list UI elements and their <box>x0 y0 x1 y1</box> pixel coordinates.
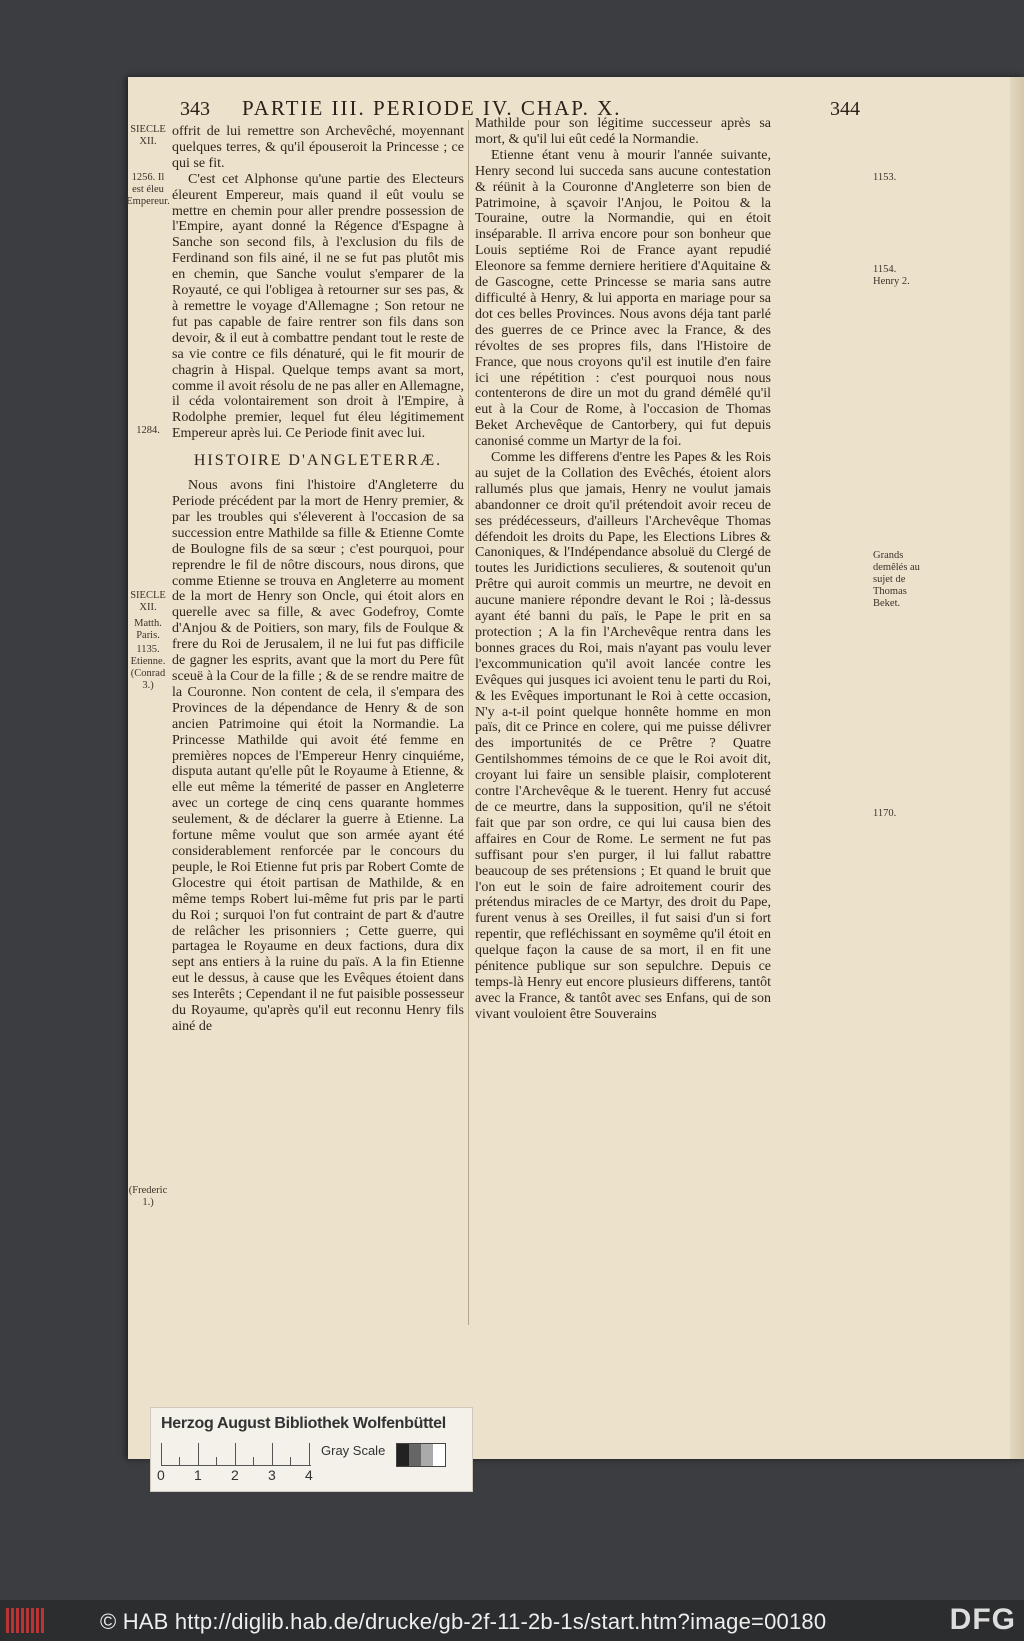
section-heading: HISTOIRE D'ANGLETERRÆ. <box>193 452 443 470</box>
scale-number: 4 <box>305 1467 313 1483</box>
margin-note-siecle-1: SIECLE XII. <box>130 124 166 147</box>
left-paragraph-1: offrit de lui remettre son Archevêché, moyennant quelques terres, & qu'il épouseroit la Princesse ; ce qui se fit. <box>172 124 464 171</box>
viewer-footer <box>0 1600 1024 1641</box>
margin-note-1256: 1256. Il est éleu Empereur. <box>126 172 170 207</box>
margin-note-siecle-2: SIECLE XII. <box>130 590 166 613</box>
source-url[interactable]: © HAB http://diglib.hab.de/drucke/gb-2f-11-2b-1s/start.htm?image=00180 <box>100 1609 827 1634</box>
page-edge <box>1010 77 1024 1459</box>
page-number-right: 344 <box>830 98 860 120</box>
left-paragraph-2: C'est cet Alphonse qu'une partie des Electeurs éleurent Empereur, mais quand il eût voulu se mettre en chemin pour aller prendre possession de l'Empire, ayant donné la Régence d'Espagne à Sanche son second fils, à l'exclusion du fils de Ferdinand son fils ainé, il ne se fut pas plutôt mis en chemin, que Sanche voulut s'emparer de la Royauté, ce qui l'obligea à retourner sur ses pas, & à remettre le voyage d'Allemagne ; Son retour ne fut pas capable de faire rentrer son fils dans son devoir, & il eut à combattre pendant tout le reste de sa vie contre ce fils dénaturé, qui le fit mourir de chagrin à Hispal. Quelque temps avant sa mort, comme il avoit résolu de ne pas aller en Allemagne, il céda volontairement son droit à l'Empire, à Rodolphe premier, lequel fut éleu légitimement Empereur après lui. Ce Periode finit avec lui. <box>172 171 464 442</box>
margin-note-1154: 1154. Henry 2. <box>873 264 910 287</box>
column-divider <box>468 120 469 1325</box>
scale-number: 1 <box>194 1467 202 1483</box>
dfg-logo: DFG <box>949 1603 1016 1636</box>
margin-note-1170: 1170. <box>873 808 897 819</box>
left-paragraph-3: Nous avons fini l'histoire d'Angleterre du Periode précédent par la mort de Henry premier, & par les troubles qui s'éleverent à l'occasion de sa succession entre Mathilde sa fille & Etienne Comte de Boulogne fils de sa sœur ; c'est pourquoi, pour reprendre le fil de nôtre discours, nous dirons, que comme Etienne se trouva en Angleterre au moment de la mort de Henry son Oncle, qui étoit alors en querelle avec sa fille, & avec Godefroy, Comte d'Anjou & de Poitiers, son mary, fils de Foulque & frere du Roi de Jerusalem, il ne lui fut pas difficile de gagner les esprits, avant que la mort du Pere fût sceuë à la Cour de la fille ; & de se rendre maitre de la Couronne. Non content de cela, il s'empara des Provinces de la dépendance de Henry & de son ancien Patrimoine qui étoit la Normandie. La Princesse Mathilde qui avoit été femme en premières nopces de l'Empereur Henry cinquiéme, disputa autant qu'elle pût le Royaume à Etienne, & elle eut même la témerité de passer en Angleterre avec un cortege de cinq cens quarante hommes seulement, & de déclarer la guerre à Etienne. La fortune même voulut que son armée ayant été considerablement renforcée par le concours du peuple, le Roi Etienne fut pris par Robert Comte de Glocestre qui étoit partisan de Mathilde, & en même temps Robert lui-même fut pris par le parti du Roi ; surquoi l'on fut contraint de part & d'autre de relâcher les prisonniers ; Cette guerre, qui partagea le Royaume en deux factions, dura dix sept ans entiers à la ruine du païs. A la fin Etienne eut le dessus, à cause que les Evêques étoient dans ses Interêts ; Cependant il ne fut paisible possesseur du Royaume, qu'après qu'il eut reconnu Henry fils ainé de <box>172 478 464 1034</box>
scale-number: 3 <box>268 1467 276 1483</box>
scale-ruler <box>161 1443 311 1466</box>
margin-note-beket: Grands demêlés au sujet de Thomas Beket. <box>873 550 920 609</box>
gray-scale-label: Gray Scale <box>321 1443 386 1458</box>
library-name: Herzog August Bibliothek Wolfenbüttel <box>161 1415 446 1432</box>
left-text-column <box>172 124 464 1035</box>
margin-note-matth-paris: Matth. Paris. <box>134 618 162 641</box>
right-paragraph-2: Etienne étant venu à mourir l'année suivante, Henry second lui succeda sans aucune contestation & réünit à la Couronne d'Angleterre son bien de Patrimoine, à sçavoir l'Anjou, le Poitou & la Touraine, outre la Normandie, qui en étoit inséparable. Il arriva encore pour son bonheur que Louis septiéme Roi de France ayant repudié Eleonore sa femme derniere heritiere d'Aquitaine & de Gascogne, cette Princesse se maria sans autre difficulté à Henry, & lui apporta en mariage pour sa dot ces belles Provinces. Nous avons déja tant parlé des guerres de ce Prince avec la France, & des révoltes de ses propres fils, dans l'Histoire de France, que nous croyons qu'il est inutile d'en faire ici une répétition : c'est pourquoi nous nous contenterons de dire un mot du grand démêlé qu'il eut à la Cour de Rome, à l'occasion de Thomas Beket Archevêque de Cantorbery, qui fut depuis canonisé comme un Martyr de la foi. <box>475 147 771 450</box>
scale-number: 0 <box>157 1467 165 1483</box>
scale-number: 2 <box>231 1467 239 1483</box>
page-number-left: 343 <box>180 98 210 120</box>
margin-note-1153: 1153. <box>873 172 897 183</box>
margin-note-1284: 1284. <box>136 425 160 436</box>
gray-scale-swatches <box>396 1443 446 1467</box>
right-text-column <box>475 116 771 1023</box>
margin-note-1135: 1135. Etienne. (Conrad 3.) <box>130 644 166 691</box>
hab-logo-icon <box>6 1608 44 1633</box>
right-paragraph-3: Comme les differens d'entre les Papes & les Rois au sujet de la Collation des Evêchés, étoient alors rallumés plus que jamais, Henry ne voulut jamais abandonner ce droit qu'il prétendoit avoir receu de ses prédécesseurs, d'ailleurs l'Archevêque Thomas défendoit les droits du Pape, les Elections Libres & Canoniques, & l'Indépendance absoluë du Clergé de toutes les Juridictions seculieres, & soutenoit qu'un Prêtre qui auroit commis un meurtre, ne devoit en aucune maniere répondre devant le Roi ; là-dessus ayant été banni du païs, le Pape le prit en sa protection ; A la fin l'Archevêque rentra dans les bonnes graces du Roi, mais n'ayant pas voulu lever l'excommunication qu'il avoit lancée contre les Evêques qui jusques ici avoient tenu le parti du Roi, & les Evêques importunant le Roi à cette occasion, N'y a-t-il point quelque honnête homme en mon païs, dit ce Prince en colere, qui me puisse délivrer des importunités de ce Prêtre ? Quatre Gentilshommes témoins de ce que le Roi avoit dit, croyant lui faire un sensible plaisir, comploterent contre l'Archevêque & le tuerent. Henry fut accusé de ce meurtre, dans la supposition, qu'il ne s'étoit fait que par son ordre, ce qui lui causa bien des affaires en Cour de Rome. Le serment ne fut pas suffisant pour s'en purger, il lui fallut rabattre beaucoup de ses prétensions ; Et quand le bruit que l'on eut le soin de faire adroitement courir des prétendus miracles de ce Martyr, des droit du Pape, furent venus à ses Oreilles, il fut saisi d'un si fort repentir, que refléchissant en soymême qu'il étoit en quelque façon la cause de sa mort, il en fit une pénitence publique sur son sepulchre. Depuis ce temps-là Henry eut encore plusieurs differens, tantôt avec la France, & tantôt avec ses Enfans, qui de son vivant vouloient être Souverains <box>475 450 771 1022</box>
running-title: PARTIE III. PERIODE IV. CHAP. X. <box>242 96 622 120</box>
library-color-label <box>150 1407 473 1492</box>
margin-note-frederic: (Frederic 1.) <box>128 1185 168 1208</box>
right-paragraph-1: Mathilde pour son légitime successeur après sa mort, & qu'il lui eût cedé la Normandie. <box>475 116 771 147</box>
